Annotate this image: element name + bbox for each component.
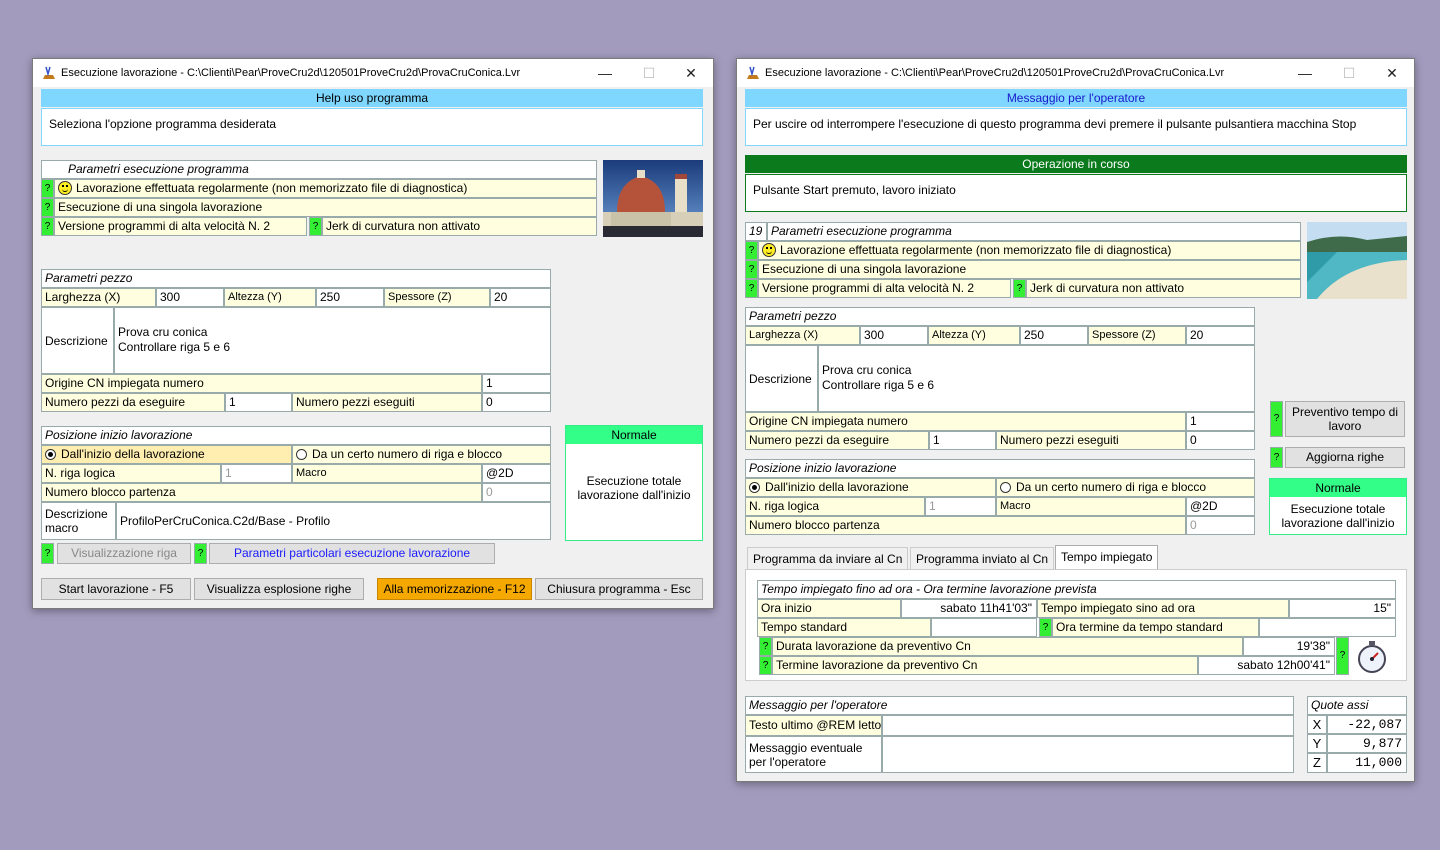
msg-event-line-1: Messaggio eventuale [749, 741, 863, 755]
help-q-vis[interactable]: ? [41, 543, 54, 564]
riga-label: N. riga logica [41, 464, 221, 483]
param-row-2[interactable]: Esecuzione di una singola lavorazione [758, 260, 1301, 279]
help-q-param[interactable]: ? [194, 543, 207, 564]
termine-label: Termine lavorazione da preventivo Cn [772, 656, 1198, 675]
preventivo-button[interactable] [1285, 401, 1405, 437]
rem-field [882, 715, 1294, 736]
eseguiti-field: 0 [1186, 431, 1255, 450]
descr-macro-line-2: macro [45, 521, 79, 535]
smile-icon [58, 181, 72, 195]
maximize-button[interactable]: ☐ [642, 65, 656, 81]
axis-y-value: 9,877 [1327, 734, 1407, 753]
normale-box [565, 425, 703, 541]
normale-line-1: Esecuzione totale [1290, 502, 1386, 516]
altezza-label: Altezza (Y) [224, 288, 316, 307]
window-title: Esecuzione lavorazione - C:\Clienti\Pear\ProveCru2d\120501ProveCru2d\ProvaCruConica.Lvr [61, 67, 521, 79]
durata-field: 19'38" [1243, 637, 1335, 656]
param-row-1[interactable] [54, 179, 597, 198]
tab-tempo-impiegato[interactable]: Tempo impiegato [1055, 545, 1158, 569]
beach-photo [1307, 222, 1407, 299]
normale-box [1269, 478, 1407, 535]
help-q-3[interactable]: ? [745, 279, 758, 298]
jerk-row[interactable]: Jerk di curvatura non attivato [1026, 279, 1301, 298]
spessore-label: Spessore (Z) [1088, 326, 1186, 345]
normale-text [566, 474, 702, 502]
maximize-button[interactable]: ☐ [1342, 65, 1356, 81]
larghezza-field[interactable]: 300 [860, 326, 928, 345]
altezza-label: Altezza (Y) [928, 326, 1020, 345]
help-q-jerk[interactable]: ? [1013, 279, 1026, 298]
riga-field[interactable]: 1 [221, 464, 292, 483]
origine-label: Origine CN impiegata numero [41, 374, 482, 393]
preventivo-line-1: Preventivo tempo di [1291, 405, 1399, 419]
help-q-termine[interactable]: ? [759, 656, 772, 675]
larghezza-label: Larghezza (X) [41, 288, 156, 307]
radio-dall-inizio[interactable] [745, 478, 996, 497]
tab-programma-inviato[interactable]: Programma inviato al Cn [910, 547, 1054, 570]
visualizzazione-riga-button[interactable]: Visualizzazione riga [57, 543, 191, 564]
left-titlebar [33, 59, 713, 87]
radio-on-icon [749, 482, 760, 493]
help-q-1[interactable]: ? [745, 241, 758, 260]
riga-label: N. riga logica [745, 497, 925, 516]
tempo-std-label: Tempo standard [757, 618, 931, 637]
descrizione-field[interactable] [114, 307, 551, 374]
msg-event-label [745, 736, 882, 773]
app-icon [41, 65, 57, 81]
axis-y-label: Y [1307, 734, 1327, 753]
help-q-durata[interactable]: ? [759, 637, 772, 656]
spessore-label: Spessore (Z) [384, 288, 490, 307]
pezzo-title: Parametri pezzo [745, 307, 1255, 326]
radio-off-icon [296, 449, 307, 460]
msg-event-line-2: per l'operatore [749, 755, 827, 769]
descrizione-label: Descrizione [745, 345, 818, 412]
normale-line-2: lavorazione dall'inizio [577, 488, 691, 502]
origine-field[interactable]: 1 [1186, 412, 1255, 431]
params-title [41, 160, 597, 179]
larghezza-label: Larghezza (X) [745, 326, 860, 345]
tab-programma-da-inviare[interactable]: Programma da inviare al Cn [747, 547, 908, 570]
pezzi-label: Numero pezzi da eseguire [41, 393, 225, 412]
normale-line-2: lavorazione dall'inizio [1281, 516, 1395, 530]
macro-field[interactable]: @2D [1186, 497, 1255, 516]
jerk-row[interactable]: Jerk di curvatura non attivato [322, 217, 597, 236]
tempo-title: Tempo impiegato fino ad ora - Ora termine lavorazione prevista [757, 580, 1396, 599]
blocco-label: Numero blocco partenza [745, 516, 1186, 535]
axis-z-value: 11,000 [1327, 753, 1407, 773]
descrizione-line-1: Prova cru conica [118, 325, 208, 339]
ora-inizio-label: Ora inizio [757, 599, 901, 618]
macro-label: Macro [996, 497, 1186, 516]
descr-macro-label [41, 502, 116, 540]
help-q-1[interactable]: ? [41, 179, 54, 198]
pezzo-title: Parametri pezzo [41, 269, 551, 288]
descrizione-field[interactable] [818, 345, 1255, 412]
help-header: Help uso programma [41, 89, 703, 107]
msg2-title: Messaggio per l'operatore [745, 696, 1294, 715]
aggiorna-righe-button[interactable]: Aggiorna righe [1285, 447, 1405, 468]
op-header: Operazione in corso [745, 155, 1407, 173]
radio-da-riga[interactable] [292, 445, 551, 464]
axis-x-value: -22,087 [1327, 715, 1407, 734]
params-title-label: Parametri esecuzione programma [68, 162, 249, 176]
origine-field[interactable]: 1 [482, 374, 551, 393]
blocco-label: Numero blocco partenza [41, 483, 482, 502]
help-q-stopwatch[interactable]: ? [1336, 637, 1349, 675]
radio-da-riga-label: Da un certo numero di riga e blocco [1016, 480, 1207, 494]
blocco-field[interactable]: 0 [1186, 516, 1255, 535]
descr-macro-field: ProfiloPerCruConica.C2d/Base - Profilo [116, 502, 551, 540]
help-q-2[interactable]: ? [745, 260, 758, 279]
tempo-std-field [931, 618, 1037, 637]
right-window [736, 58, 1415, 782]
param-row-1-label: Lavorazione effettuata regolarmente (non memorizzato file di diagnostica) [780, 243, 1172, 257]
help-q-preventivo[interactable]: ? [1270, 401, 1283, 437]
ora-inizio-field: sabato 11h41'03" [901, 599, 1037, 618]
descrizione-label: Descrizione [41, 307, 114, 374]
axis-z-label: Z [1307, 753, 1327, 773]
minimize-button[interactable]: — [1298, 65, 1312, 81]
close-button[interactable]: ✕ [1386, 65, 1398, 81]
help-text: Seleziona l'opzione programma desiderata [41, 108, 703, 146]
normale-header: Normale [566, 426, 702, 444]
riga-field[interactable]: 1 [925, 497, 996, 516]
durata-label: Durata lavorazione da preventivo Cn [772, 637, 1243, 656]
blocco-field[interactable]: 0 [482, 483, 551, 502]
pezzi-field[interactable]: 1 [225, 393, 292, 412]
rem-label: Testo ultimo @REM letto [745, 715, 882, 736]
pos-title: Posizione inizio lavorazione [41, 426, 551, 445]
esplosione-button[interactable]: Visualizza esplosione righe [194, 578, 364, 600]
param-row-3[interactable]: Versione programmi di alta velocità N. 2 [54, 217, 307, 236]
radio-on-icon [45, 449, 56, 460]
msg-header: Messaggio per l'operatore [745, 89, 1407, 107]
descrizione-line-2: Controllare riga 5 e 6 [822, 378, 935, 392]
right-titlebar [737, 59, 1414, 87]
normale-text [1270, 502, 1406, 530]
pezzi-label: Numero pezzi da eseguire [745, 431, 929, 450]
stopwatch-icon[interactable] [1352, 639, 1392, 675]
macro-field[interactable]: @2D [482, 464, 551, 483]
altezza-field[interactable]: 250 [316, 288, 384, 307]
smile-icon [762, 243, 776, 257]
radio-da-riga[interactable] [996, 478, 1255, 497]
spessore-field[interactable]: 20 [490, 288, 551, 307]
window-title: Esecuzione lavorazione - C:\Clienti\Pear\ProveCru2d\120501ProveCru2d\ProvaCruConica.Lvr [765, 67, 1225, 79]
params-number: 19 [745, 222, 767, 241]
help-q-jerk[interactable]: ? [309, 217, 322, 236]
help-q-ora-termine[interactable]: ? [1039, 618, 1052, 637]
param-row-1-label: Lavorazione effettuata regolarmente (non memorizzato file di diagnostica) [76, 181, 468, 195]
preventivo-line-2: lavoro [1328, 419, 1362, 433]
normale-header: Normale [1270, 479, 1406, 497]
chiusura-button[interactable]: Chiusura programma - Esc [535, 578, 703, 600]
param-row-2[interactable]: Esecuzione di una singola lavorazione [54, 198, 597, 217]
msg-event-field [882, 736, 1294, 773]
altezza-field[interactable]: 250 [1020, 326, 1088, 345]
help-q-3[interactable]: ? [41, 217, 54, 236]
descr-macro-line-1: Descrizione [45, 507, 108, 521]
spessore-field[interactable]: 20 [1186, 326, 1255, 345]
larghezza-field[interactable]: 300 [156, 288, 224, 307]
pezzi-field[interactable]: 1 [929, 431, 996, 450]
parametri-particolari-button[interactable]: Parametri particolari esecuzione lavorazione [209, 543, 495, 564]
termine-field: sabato 12h00'41" [1198, 656, 1335, 675]
radio-dall-inizio[interactable] [41, 445, 292, 464]
op-text: Pulsante Start premuto, lavoro iniziato [745, 174, 1407, 212]
normale-line-1: Esecuzione totale [586, 474, 682, 488]
tempo-sino-field: 15" [1289, 599, 1396, 618]
radio-dall-inizio-label: Dall'inizio della lavorazione [61, 447, 205, 461]
origine-label: Origine CN impiegata numero [745, 412, 1186, 431]
axis-x-label: X [1307, 715, 1327, 734]
eseguiti-field: 0 [482, 393, 551, 412]
quote-title: Quote assi [1307, 696, 1407, 715]
radio-dall-inizio-label: Dall'inizio della lavorazione [765, 480, 909, 494]
ora-termine-std-field [1259, 618, 1396, 637]
param-row-3[interactable]: Versione programmi di alta velocità N. 2 [758, 279, 1011, 298]
ora-termine-std-label: Ora termine da tempo standard [1052, 618, 1259, 637]
params-title: Parametri esecuzione programma [767, 222, 1301, 241]
msg-text: Per uscire od interrompere l'esecuzione di questo programma devi premere il pulsante pulsantiera macchina Stop [745, 108, 1407, 146]
param-row-1[interactable] [758, 241, 1301, 260]
macro-label: Macro [292, 464, 482, 483]
radio-off-icon [1000, 482, 1011, 493]
start-button[interactable]: Start lavorazione - F5 [41, 578, 191, 600]
help-q-2[interactable]: ? [41, 198, 54, 217]
minimize-button[interactable]: — [598, 65, 612, 81]
descrizione-line-2: Controllare riga 5 e 6 [118, 340, 231, 354]
app-icon [745, 65, 761, 81]
descrizione-line-1: Prova cru conica [822, 363, 912, 377]
left-window [32, 58, 714, 609]
radio-da-riga-label: Da un certo numero di riga e blocco [312, 447, 503, 461]
tempo-sino-label: Tempo impiegato sino ad ora [1037, 599, 1289, 618]
florence-photo [603, 160, 703, 237]
pos-title: Posizione inizio lavorazione [745, 459, 1255, 478]
eseguiti-label: Numero pezzi eseguiti [996, 431, 1186, 450]
memorizzazione-button[interactable]: Alla memorizzazione - F12 [377, 578, 532, 600]
eseguiti-label: Numero pezzi eseguiti [292, 393, 482, 412]
close-button[interactable]: ✕ [685, 65, 697, 81]
help-q-aggiorna[interactable]: ? [1270, 447, 1283, 468]
